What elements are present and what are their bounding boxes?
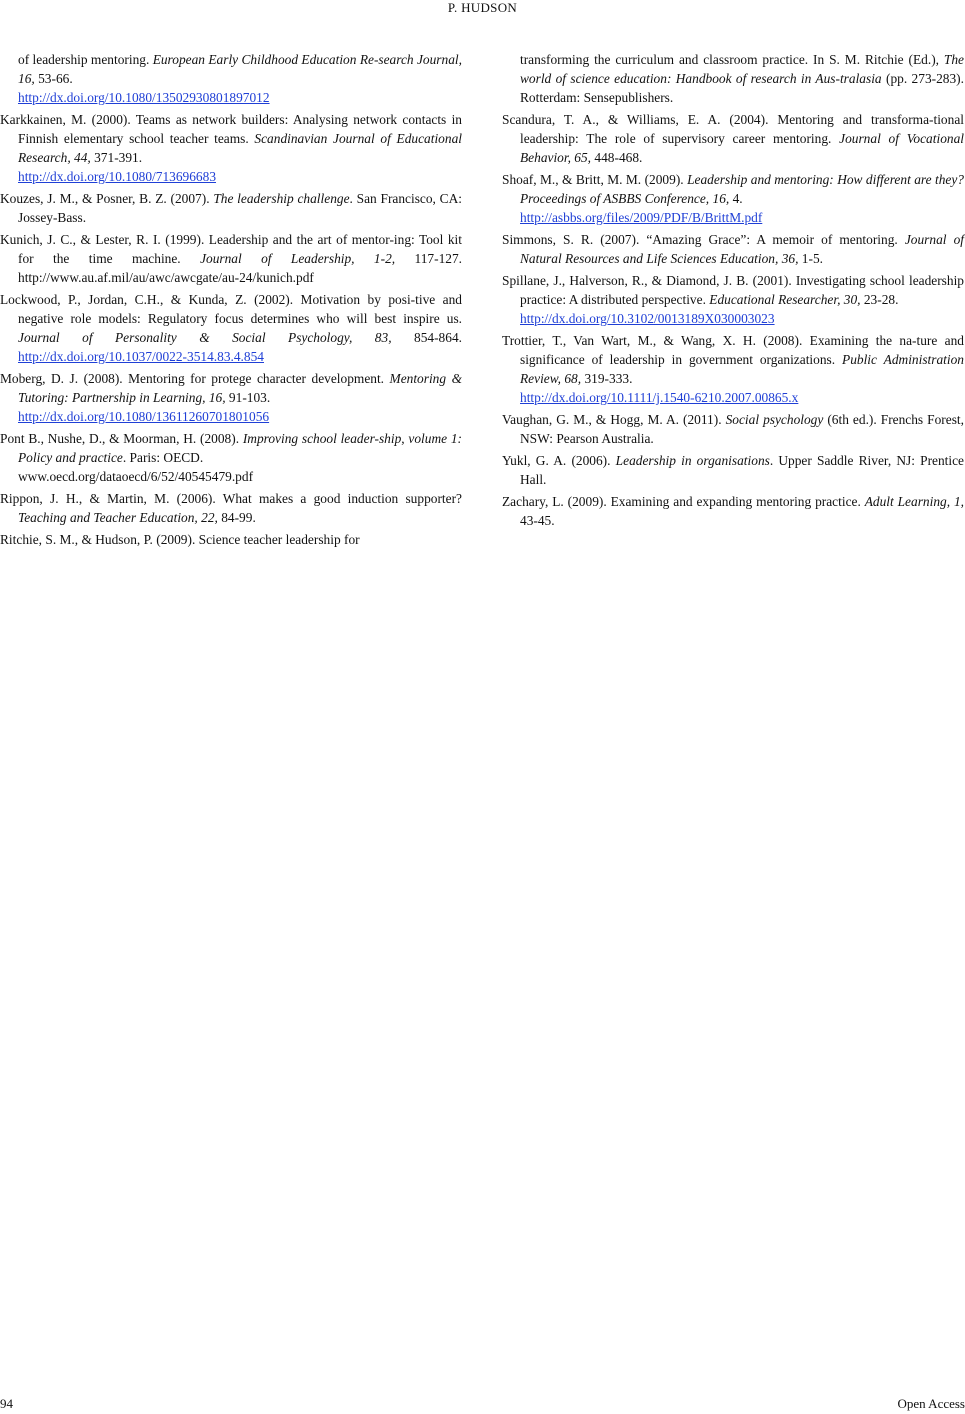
reference-text: 1-5.	[798, 251, 823, 266]
reference-entry	[0, 530, 462, 549]
doi-link[interactable]: http://dx.doi.org/10.1037/0022-3514.83.4.854	[18, 349, 264, 364]
reference-text: Ritchie, S. M., & Hudson, P. (2009). Science teacher leadership for	[0, 532, 360, 547]
reference-text: Lockwood, P., Jordan, C.H., & Kunda, Z. (2002). Motivation by posi-tive and negative role models: Regulatory focus determines who will best inspire us.	[0, 292, 462, 326]
reference-continuation	[502, 50, 964, 107]
reference-entry	[502, 271, 964, 328]
doi-link[interactable]: http://dx.doi.org/10.1080/713696683	[18, 169, 217, 184]
page-number: 94	[0, 1396, 13, 1411]
reference-entry	[502, 230, 964, 268]
reference-text: 117-127. http://www.au.af.mil/au/awc/awcgate/au-24/kunich.pdf	[18, 251, 462, 285]
reference-text: transforming the curriculum and classroom practice. In S. M. Ritchie (Ed.),	[520, 52, 944, 67]
references-left-column	[0, 50, 462, 552]
reference-italic-text: The world of science education: Handbook of research in Aus-tralasia	[520, 52, 964, 86]
reference-text: Pont B., Nushe, D., & Moorman, H. (2008).	[0, 431, 243, 446]
reference-italic-text: Scandinavian Journal of Educational Research, 44,	[18, 131, 462, 165]
reference-entry	[0, 290, 462, 366]
reference-italic-text: Adult Learning, 1,	[864, 494, 964, 509]
reference-italic-text: Journal of Natural Resources and Life Sciences Education, 36,	[520, 232, 964, 266]
reference-italic-text: European Early Childhood Education Re-search Journal, 16,	[18, 52, 462, 86]
reference-entry	[0, 189, 462, 227]
reference-italic-text: volume 1: Policy and practice	[18, 431, 462, 465]
reference-italic-text: Improving school leader-ship	[242, 431, 402, 446]
doi-link[interactable]: http://dx.doi.org/10.1080/13502930801897012	[18, 90, 270, 105]
reference-entry	[502, 451, 964, 489]
reference-italic-text: Social psychology	[725, 412, 824, 427]
reference-text: Trottier, T., Van Wart, M., & Wang, X. H. (2008). Examining the na-ture and significance of leadership in government organizations.	[502, 333, 964, 367]
reference-text: ,	[401, 431, 409, 446]
reference-italic-text: Journal of Vocational Behavior, 65,	[520, 131, 964, 165]
reference-text: 448-468.	[591, 150, 643, 165]
reference-text: . San Francisco, CA: Jossey-Bass.	[18, 191, 462, 225]
reference-text: Spillane, J., Halverson, R., & Diamond, J. B. (2001). Investigating school leadership practice: A distributed perspective.	[502, 273, 964, 307]
reference-text: 854-864.	[391, 330, 462, 345]
doi-link[interactable]: http://dx.doi.org/10.1111/j.1540-6210.2007.00865.x	[520, 390, 799, 405]
reference-text: . Paris: OECD.	[122, 450, 204, 465]
reference-text: Scandura, T. A., & Williams, E. A. (2004). Mentoring and transforma-tional leadership: The role of supervisory career mentoring.	[502, 112, 964, 146]
references-right-column	[502, 50, 964, 533]
reference-text: Zachary, L. (2009). Examining and expanding mentoring practice.	[502, 494, 865, 509]
reference-entry	[0, 110, 462, 186]
reference-text: Rippon, J. H., & Martin, M. (2006). What makes a good induction supporter?	[0, 491, 462, 506]
reference-text: . Upper Saddle River, NJ: Prentice Hall.	[520, 453, 964, 487]
reference-italic-text: Journal of Personality & Social Psychology, 83,	[18, 330, 392, 345]
publisher-footer: Open Access	[897, 1396, 965, 1411]
reference-text: 84-99.	[217, 510, 256, 525]
reference-text: Karkkainen, M. (2000). Teams as network builders: Analysing network contacts in Finnish elementary school teacher teams.	[0, 112, 462, 146]
reference-entry	[502, 331, 964, 407]
reference-italic-text: The leadership challenge	[213, 191, 350, 206]
reference-text: Kouzes, J. M., & Posner, B. Z. (2007).	[0, 191, 214, 206]
reference-continuation	[0, 50, 462, 107]
reference-entry	[0, 230, 462, 287]
reference-text: Simmons, S. R. (2007). “Amazing Grace”: A memoir of mentoring.	[502, 232, 905, 247]
reference-entry	[502, 170, 964, 227]
reference-entry	[502, 110, 964, 167]
doi-link[interactable]: http://asbbs.org/files/2009/PDF/B/BrittM.pdf	[520, 210, 763, 225]
running-head: P. HUDSON	[447, 0, 518, 15]
reference-entry	[0, 369, 462, 426]
reference-text: 23-28.	[860, 292, 899, 307]
reference-text: 91-103.	[225, 390, 271, 405]
reference-italic-text: Mentoring & Tutoring: Partnership in Learning, 16,	[18, 371, 462, 405]
reference-italic-text: Public Administration Review, 68,	[520, 352, 964, 386]
reference-text: 43-45.	[520, 513, 555, 528]
doi-link[interactable]: http://dx.doi.org/10.3102/0013189X030003023	[520, 311, 775, 326]
reference-text: Shoaf, M., & Britt, M. M. (2009).	[502, 172, 688, 187]
reference-text: 319-333.	[581, 371, 633, 386]
reference-entry	[0, 489, 462, 527]
reference-entry	[502, 492, 964, 530]
reference-italic-text: Leadership in organisations	[615, 453, 770, 468]
reference-entry	[0, 429, 462, 486]
reference-italic-text: Educational Researcher, 30,	[709, 292, 861, 307]
reference-url-text: www.oecd.org/dataoecd/6/52/40545479.pdf	[18, 469, 254, 484]
reference-italic-text: Journal of Leadership, 1-2,	[200, 251, 396, 266]
reference-text: 4.	[729, 191, 743, 206]
reference-text: (pp. 273-283). Rotterdam: Sensepublishers.	[520, 71, 964, 105]
reference-text: Moberg, D. J. (2008). Mentoring for protege character development.	[0, 371, 390, 386]
reference-text: Yukl, G. A. (2006).	[502, 453, 616, 468]
reference-text: of leadership mentoring.	[18, 52, 153, 67]
reference-text: Kunich, J. C., & Lester, R. I. (1999). Leadership and the art of mentor-ing: Tool kit for the time machine.	[0, 232, 462, 266]
reference-text: 53-66.	[34, 71, 73, 86]
doi-link[interactable]: http://dx.doi.org/10.1080/13611260701801056	[18, 409, 270, 424]
reference-italic-text: Leadership and mentoring: How different are they? Proceedings of ASBBS Conference, 16,	[520, 172, 964, 206]
reference-text: 371-391.	[90, 150, 143, 165]
reference-text: (6th ed.). Frenchs Forest, NSW: Pearson Australia.	[520, 412, 964, 446]
reference-entry	[502, 410, 964, 448]
reference-text: Vaughan, G. M., & Hogg, M. A. (2011).	[502, 412, 726, 427]
reference-italic-text: Teaching and Teacher Education, 22,	[18, 510, 218, 525]
